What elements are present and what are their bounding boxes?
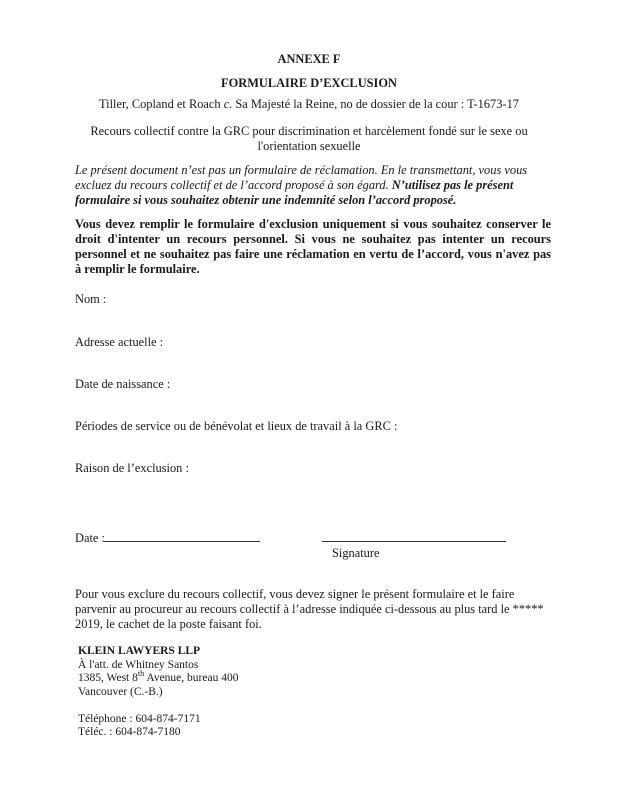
closing-line-1: Pour vous exclure du recours collectif, vous devez signer le présent formulaire et le faire: [75, 587, 515, 601]
spacer: [78, 699, 238, 713]
street-rest: Avenue, bureau 400: [144, 672, 239, 684]
notice-paragraph: [75, 163, 551, 208]
field-service-label: Périodes de service ou de bénévolat et lieux de travail à la GRC :: [75, 419, 398, 433]
field-name-label: Nom :: [75, 292, 107, 306]
street-address: [78, 669, 239, 686]
case-versus: c.: [223, 97, 233, 111]
date-line: [104, 541, 260, 542]
ordinal-suffix: th: [137, 669, 145, 679]
case-parties: Tiller, Copland et Roach: [99, 97, 224, 111]
signature-label: Signature: [332, 546, 380, 560]
case-reference: [0, 97, 618, 112]
date-label: Date :: [75, 531, 105, 545]
instruction-paragraph: Vous devez remplir le formulaire d'exclusion uniquement si vous souhaitez conserver le droit d'intenter un recours personnel. Si vous ne souhaitez pas intenter un recours personnel et ne souhaitez pas faire une réclamation en vertu de l’accord, vous n'avez pas à remplir le formulaire.: [75, 217, 551, 276]
firm-name: KLEIN LAWYERS LLP: [78, 645, 201, 657]
form-title: FORMULAIRE D’EXCLUSION: [221, 76, 397, 90]
attention-line: À l'att. de Whitney Santos: [78, 658, 199, 671]
case-file-number: Sa Majesté la Reine, no de dossier de la cour : T-1673-17: [232, 97, 519, 111]
field-birthdate-label: Date de naissance :: [75, 377, 171, 391]
signature-line[interactable]: [322, 541, 506, 542]
field-reason-input[interactable]: [195, 457, 550, 517]
closing-paragraph: [75, 587, 565, 632]
subject-line-2: l'orientation sexuelle: [257, 139, 361, 153]
fax-line: Téléc. : 604-874-7180: [78, 726, 181, 738]
class-action-subject: [0, 124, 618, 154]
notice-text: Le présent document n’est pas un formulaire de réclamation. En le transmettant, vous vous excluez du recours collectif et de l’accord proposé à son égard.: [75, 163, 528, 192]
annex-label: ANNEXE F: [277, 52, 341, 66]
phone-line: Téléphone : 604-874-7171: [78, 712, 201, 725]
notice-warning: N’utilisez pas le présent formulaire si vous souhaitez obtenir une indemnité selon l’accord proposé.: [75, 178, 514, 207]
closing-line-3: 2019, le cachet de la poste faisant foi.: [75, 617, 262, 631]
street-number: 1385, West 8: [78, 672, 138, 684]
field-address-input[interactable]: [165, 331, 550, 353]
field-name-input[interactable]: [110, 288, 550, 310]
field-address-label: Adresse actuelle :: [75, 335, 164, 349]
field-birthdate-input[interactable]: [175, 373, 550, 395]
subject-line-1: Recours collectif contre la GRC pour discrimination et harcèlement fondé sur le sexe ou: [90, 124, 528, 138]
date-input[interactable]: [104, 526, 260, 542]
city-line: Vancouver (C.-B.): [78, 685, 163, 698]
closing-line-2: parvenir au procureur au recours collectif à l’adresse indiquée ci-dessous au plus tard le *****: [75, 602, 544, 616]
field-service-input[interactable]: [398, 415, 550, 437]
field-reason-label: Raison de l’exclusion :: [75, 461, 189, 475]
contact-block: [78, 645, 238, 740]
